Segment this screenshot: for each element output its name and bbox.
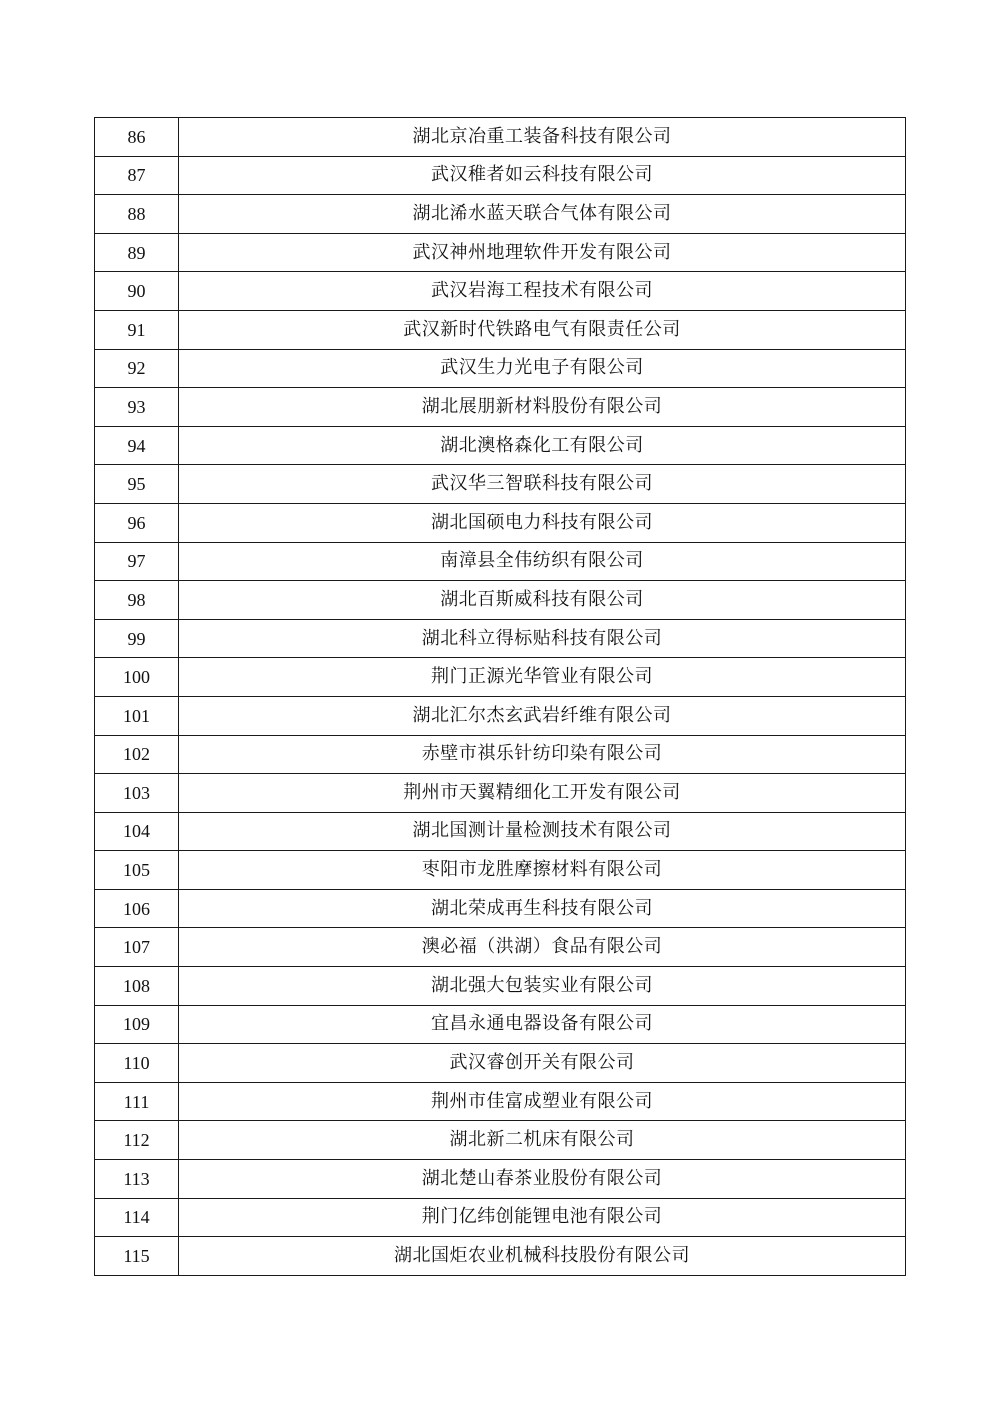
table-row [95,1121,906,1160]
company-name: 湖北浠水蓝天联合气体有限公司 [179,195,906,234]
row-number: 93 [95,388,179,427]
table-row [95,696,906,735]
row-number: 95 [95,465,179,504]
table-row [95,851,906,890]
table-row [95,118,906,157]
row-number: 90 [95,272,179,311]
row-number: 87 [95,156,179,195]
company-name: 武汉生力光电子有限公司 [179,349,906,388]
table-row [95,503,906,542]
table-row [95,581,906,620]
row-number: 88 [95,195,179,234]
company-name: 武汉岩海工程技术有限公司 [179,272,906,311]
row-number: 102 [95,735,179,774]
company-list-table [94,117,906,1276]
table-row [95,272,906,311]
row-number: 91 [95,310,179,349]
company-name: 武汉稚者如云科技有限公司 [179,156,906,195]
company-name: 湖北强大包装实业有限公司 [179,967,906,1006]
table-row [95,658,906,697]
table-row [95,1044,906,1083]
row-number: 98 [95,581,179,620]
row-number: 111 [95,1082,179,1121]
row-number: 103 [95,774,179,813]
row-number: 109 [95,1005,179,1044]
table-row [95,195,906,234]
table-row [95,889,906,928]
company-name: 武汉新时代铁路电气有限责任公司 [179,310,906,349]
row-number: 101 [95,696,179,735]
row-number: 96 [95,503,179,542]
company-name: 湖北京冶重工装备科技有限公司 [179,118,906,157]
company-name: 湖北荣成再生科技有限公司 [179,889,906,928]
row-number: 110 [95,1044,179,1083]
company-name: 湖北楚山春茶业股份有限公司 [179,1160,906,1199]
table-row [95,735,906,774]
row-number: 92 [95,349,179,388]
table-row [95,967,906,1006]
company-name: 荆州市佳富成塑业有限公司 [179,1082,906,1121]
row-number: 108 [95,967,179,1006]
row-number: 100 [95,658,179,697]
table-row [95,542,906,581]
company-name: 荆门正源光华管业有限公司 [179,658,906,697]
company-list-body [95,118,906,1276]
table-row [95,388,906,427]
row-number: 104 [95,812,179,851]
table-row [95,619,906,658]
company-name: 湖北国测计量检测技术有限公司 [179,812,906,851]
row-number: 106 [95,889,179,928]
table-row [95,1198,906,1237]
company-name: 武汉华三智联科技有限公司 [179,465,906,504]
table-row [95,1005,906,1044]
company-name: 湖北汇尔杰玄武岩纤维有限公司 [179,696,906,735]
row-number: 115 [95,1237,179,1276]
table-row [95,310,906,349]
company-name: 赤壁市祺乐针纺印染有限公司 [179,735,906,774]
table-row [95,812,906,851]
company-name: 荆门亿纬创能锂电池有限公司 [179,1198,906,1237]
row-number: 112 [95,1121,179,1160]
row-number: 107 [95,928,179,967]
company-name: 湖北展朋新材料股份有限公司 [179,388,906,427]
table-row [95,156,906,195]
company-name: 湖北澳格森化工有限公司 [179,426,906,465]
table-row [95,1237,906,1276]
table-row [95,465,906,504]
row-number: 113 [95,1160,179,1199]
row-number: 94 [95,426,179,465]
row-number: 99 [95,619,179,658]
company-name: 南漳县全伟纺织有限公司 [179,542,906,581]
table-row [95,349,906,388]
company-name: 澳必福（洪湖）食品有限公司 [179,928,906,967]
company-name: 荆州市天翼精细化工开发有限公司 [179,774,906,813]
row-number: 97 [95,542,179,581]
row-number: 86 [95,118,179,157]
table-row [95,1082,906,1121]
table-row [95,233,906,272]
row-number: 89 [95,233,179,272]
table-row [95,774,906,813]
row-number: 105 [95,851,179,890]
company-name: 湖北国炬农业机械科技股份有限公司 [179,1237,906,1276]
table-row [95,928,906,967]
company-name: 武汉神州地理软件开发有限公司 [179,233,906,272]
company-name: 宜昌永通电器设备有限公司 [179,1005,906,1044]
company-name: 湖北国硕电力科技有限公司 [179,503,906,542]
table-row [95,426,906,465]
company-name: 武汉睿创开关有限公司 [179,1044,906,1083]
company-name: 湖北科立得标贴科技有限公司 [179,619,906,658]
company-name: 湖北百斯威科技有限公司 [179,581,906,620]
table-row [95,1160,906,1199]
company-name: 湖北新二机床有限公司 [179,1121,906,1160]
company-name: 枣阳市龙胜摩擦材料有限公司 [179,851,906,890]
row-number: 114 [95,1198,179,1237]
